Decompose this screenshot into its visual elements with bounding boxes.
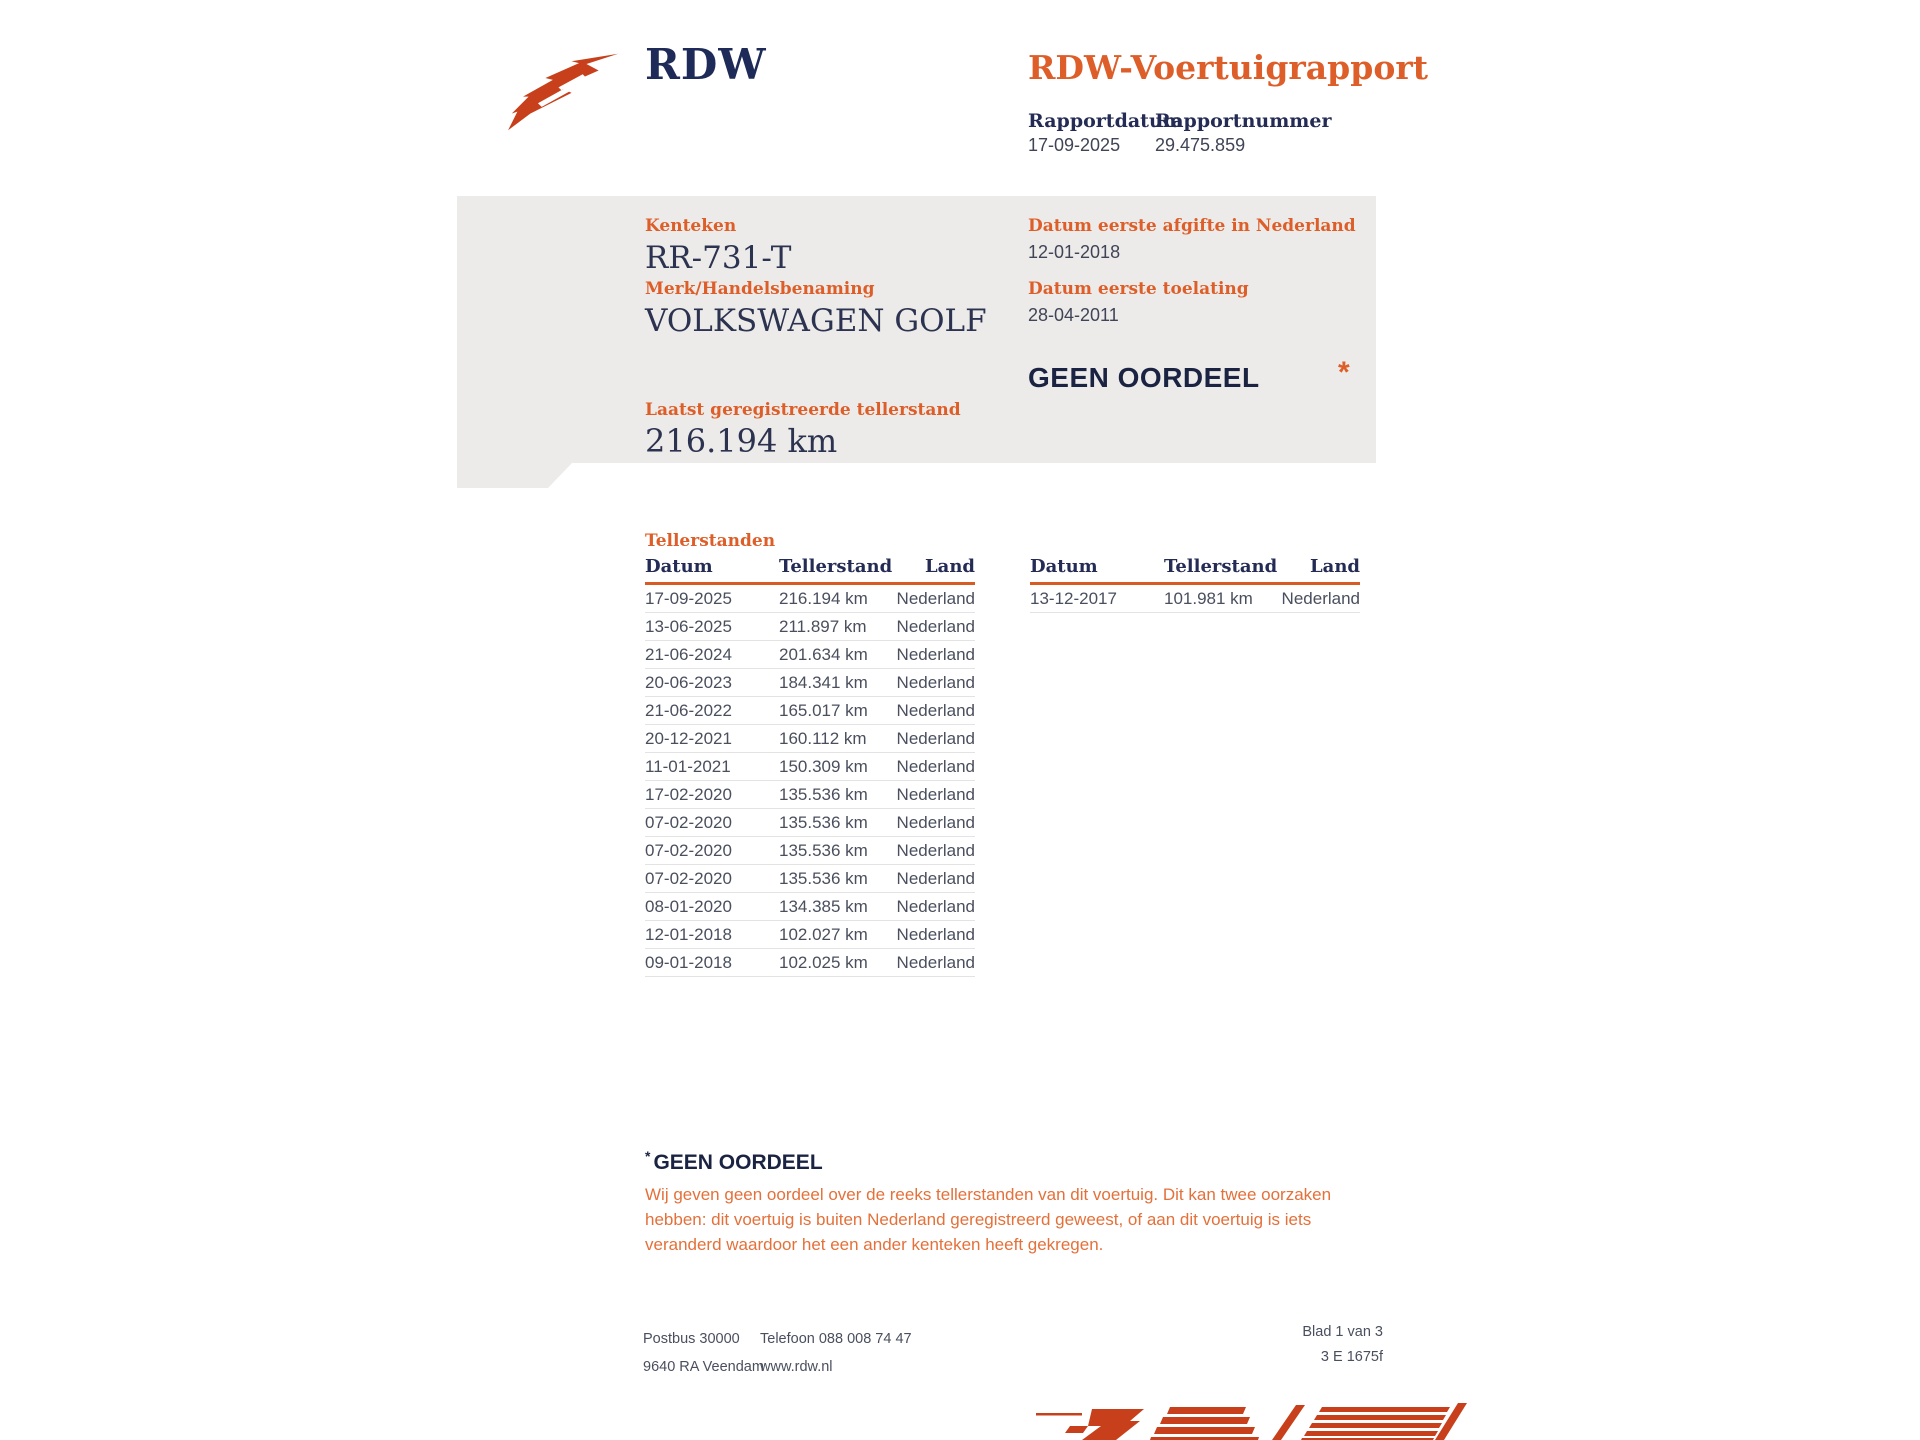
verdict-asterisk: * xyxy=(1338,356,1350,389)
report-date-label: Rapportdatum xyxy=(1028,110,1183,132)
table-row xyxy=(645,753,975,781)
table-cell: 135.536 km xyxy=(779,784,868,804)
laatste-tellerstand-value: 216.194 km xyxy=(645,422,838,460)
table-row xyxy=(645,921,975,949)
column-header-tellerstand: Tellerstand xyxy=(779,556,893,577)
table-row xyxy=(645,725,975,753)
logo-wordmark: RDW xyxy=(645,40,767,89)
kenteken-value: RR-731-T xyxy=(645,240,792,276)
table-row xyxy=(645,613,975,641)
summary-box-tail xyxy=(457,463,572,488)
table-row xyxy=(645,641,975,669)
table-cell: 135.536 km xyxy=(779,868,868,888)
merk-value: VOLKSWAGEN GOLF xyxy=(645,303,987,339)
table-row xyxy=(645,809,975,837)
footer-page-indicator: Blad 1 van 3 xyxy=(1302,1324,1383,1340)
table-cell: 160.112 km xyxy=(779,728,867,748)
report-number-value: 29.475.859 xyxy=(1155,135,1246,155)
footer-city: 9640 RA Veendam xyxy=(643,1359,764,1375)
table-cell: 21-06-2024 xyxy=(645,644,732,664)
table-row xyxy=(645,697,975,725)
table-cell: 07-02-2020 xyxy=(645,840,732,860)
table-cell: Nederland xyxy=(896,588,975,608)
table-cell: Nederland xyxy=(896,840,975,860)
table-row xyxy=(645,949,975,977)
table-cell: 165.017 km xyxy=(779,700,868,720)
table-cell: Nederland xyxy=(896,924,975,944)
eerste-afgifte-value: 12-01-2018 xyxy=(1028,242,1121,262)
column-header-tellerstand: Tellerstand xyxy=(1164,556,1278,577)
table-cell: Nederland xyxy=(896,952,975,972)
eerste-toelating-value: 28-04-2011 xyxy=(1028,305,1119,325)
table-row xyxy=(645,781,975,809)
report-number-label: Rapportnummer xyxy=(1155,110,1332,132)
table-cell: 134.385 km xyxy=(779,896,868,916)
table-cell: 12-01-2018 xyxy=(645,924,732,944)
merk-label: Merk/Handelsbenaming xyxy=(645,279,875,299)
table-cell: Nederland xyxy=(896,644,975,664)
table-row xyxy=(645,669,975,697)
table-cell: 135.536 km xyxy=(779,840,868,860)
footer-website: www.rdw.nl xyxy=(760,1359,833,1375)
table-cell: 13-12-2017 xyxy=(1030,588,1117,608)
table-cell: 17-09-2025 xyxy=(645,588,732,608)
tellerstanden-section-title: Tellerstanden xyxy=(645,531,776,551)
footer-form-code: 3 E 1675f xyxy=(1320,1349,1383,1365)
tellerstanden-table-left xyxy=(645,556,975,977)
table-cell: 17-02-2020 xyxy=(645,784,732,804)
table-cell: 201.634 km xyxy=(779,644,868,664)
footer-phone: Telefoon 088 008 74 47 xyxy=(760,1331,912,1347)
table-cell: 20-06-2023 xyxy=(645,672,732,692)
report-date-value: 17-09-2025 xyxy=(1028,135,1121,155)
table-body xyxy=(645,585,975,977)
column-header-datum: Datum xyxy=(1030,556,1098,577)
table-body xyxy=(1030,585,1360,613)
table-cell: 21-06-2022 xyxy=(645,700,732,720)
table-cell: 13-06-2025 xyxy=(645,616,732,636)
table-cell: 20-12-2021 xyxy=(645,728,732,748)
kenteken-label: Kenteken xyxy=(645,216,737,236)
table-cell: 08-01-2020 xyxy=(645,896,732,916)
table-cell: 07-02-2020 xyxy=(645,812,732,832)
table-cell: Nederland xyxy=(896,756,975,776)
footnote-paragraph: Wij geven geen oordeel over de reeks tellerstanden van dit voertuig. Dit kan twee oorzaken hebben: dit voertuig is buiten Nederland geregistreerd geweest, of aan dit voertuig is iets veranderd waardoor het een ander kenteken heeft gekregen. xyxy=(645,1185,1332,1254)
table-cell: Nederland xyxy=(896,672,975,692)
table-cell: 07-02-2020 xyxy=(645,868,732,888)
table-cell: Nederland xyxy=(896,896,975,916)
footnote-asterisk: * xyxy=(645,1148,651,1164)
table-cell: 102.027 km xyxy=(779,924,868,944)
rdw-wing-logo-icon xyxy=(503,50,627,134)
rdw-wing-pattern-graphic xyxy=(1030,1396,1470,1440)
verdict-text: GEEN OORDEEL xyxy=(1028,362,1260,393)
table-header-row xyxy=(1030,556,1360,585)
column-header-land: Land xyxy=(1310,556,1360,577)
footer-postbus: Postbus 30000 xyxy=(643,1331,740,1347)
table-cell: 184.341 km xyxy=(779,672,868,692)
table-cell: 150.309 km xyxy=(779,756,868,776)
table-cell: Nederland xyxy=(896,700,975,720)
table-row xyxy=(1030,585,1360,613)
table-row xyxy=(645,893,975,921)
table-cell: Nederland xyxy=(896,868,975,888)
table-cell: 101.981 km xyxy=(1164,588,1253,608)
eerste-afgifte-label: Datum eerste afgifte in Nederland xyxy=(1028,216,1356,236)
tellerstanden-table-right xyxy=(1030,556,1360,613)
table-row xyxy=(645,865,975,893)
column-header-land: Land xyxy=(925,556,975,577)
laatste-tellerstand-label: Laatst geregistreerde tellerstand xyxy=(645,400,961,420)
footnote-title: GEEN OORDEEL xyxy=(653,1151,823,1174)
table-cell: 216.194 km xyxy=(779,588,868,608)
table-cell: 211.897 km xyxy=(779,616,867,636)
table-cell: 09-01-2018 xyxy=(645,952,732,972)
table-cell: Nederland xyxy=(896,728,975,748)
table-row xyxy=(645,585,975,613)
table-cell: Nederland xyxy=(896,812,975,832)
eerste-toelating-label: Datum eerste toelating xyxy=(1028,279,1249,299)
table-cell: Nederland xyxy=(1281,588,1360,608)
page-title: RDW-Voertuigrapport xyxy=(1028,48,1428,87)
table-cell: 102.025 km xyxy=(779,952,868,972)
footnote-heading xyxy=(645,1148,823,1175)
table-cell: 11-01-2021 xyxy=(645,756,731,776)
table-cell: Nederland xyxy=(896,784,975,804)
table-header-row xyxy=(645,556,975,585)
table-cell: Nederland xyxy=(896,616,975,636)
table-cell: 135.536 km xyxy=(779,812,868,832)
table-row xyxy=(645,837,975,865)
column-header-datum: Datum xyxy=(645,556,713,577)
